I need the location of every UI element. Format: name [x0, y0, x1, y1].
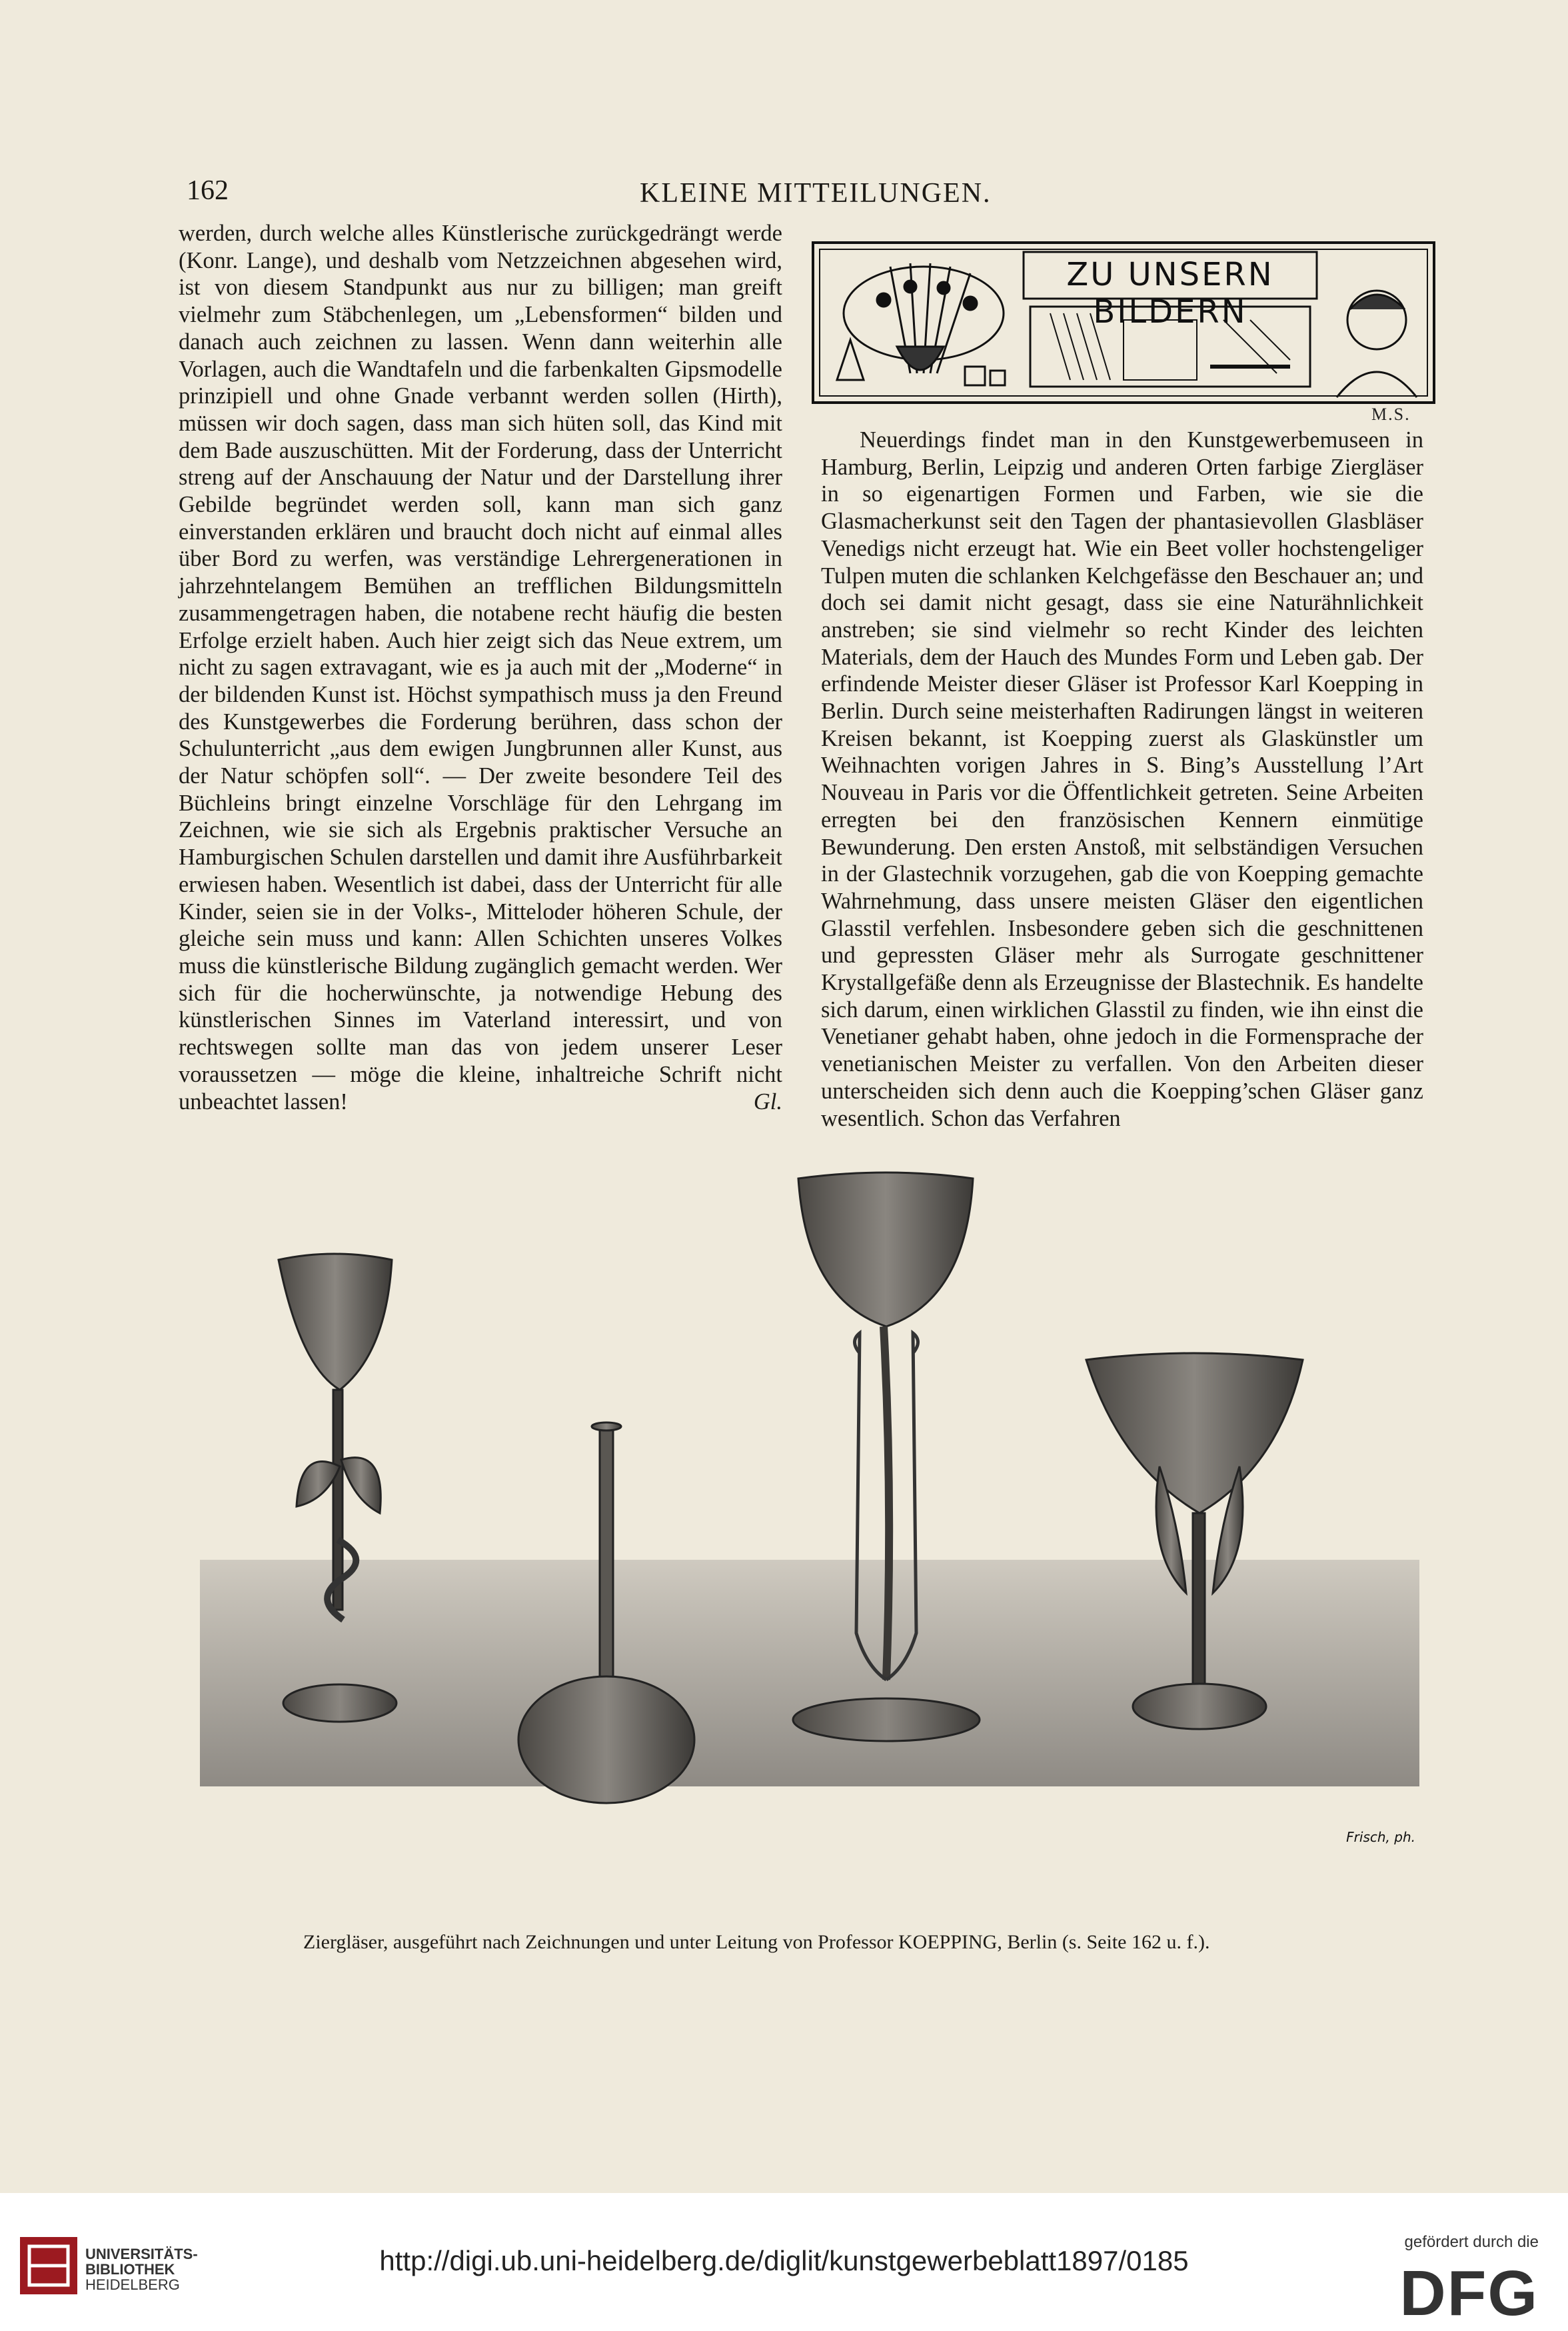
figure-caption: Ziergläser, ausgeführt nach Zeichnungen und unter Leitung von Professor KOEPPING, Berlin (s. Seite 162 u. f.). — [303, 1931, 1210, 1953]
library-name-line-3: HEIDELBERG — [85, 2276, 180, 2293]
photo-credit: Frisch, ph. — [1346, 1829, 1415, 1845]
page-number: 162 — [187, 175, 229, 206]
section-banner — [810, 240, 1437, 405]
glasses-illustration — [200, 1166, 1419, 1906]
banner-signature: M.S. — [1371, 405, 1411, 424]
portrait-icon — [1337, 291, 1417, 397]
left-column-text — [179, 220, 782, 1115]
author-signature-gl: Gl. — [753, 1089, 782, 1115]
dfg-logo: DFG — [1399, 2258, 1539, 2329]
right-column-text: Neuerdings findet man in den Kunstgewerbemuseen in Hamburg, Berlin, Leipzig und anderen Orten farbige Ziergläser in so eigenartigen Formen und Farben, wie sie die Glasmacherkunst seit den Tagen der phantasievollen Glasbläser Venedigs nicht erzeugt hat. Wie ein Beet voller hochstengeliger Tulpen muten die schlanken Kelchgefässe den Beschauer an; und doch sei damit nicht gesagt, dass sie eine Naturähnlichkeit anstreben; sie sind vielmehr so recht Kinder des leichten Materials, dem der Hauch des Mundes Form und Leben gab. Der erfindende Meister dieser Gläser ist Professor Karl Koepping in Berlin. Durch seine meisterhaften Radirungen längst in weiteren Kreisen bekannt, ist Koepping zuerst als Glaskünstler um Weihnachten vorigen Jahres in S. Bing’s Ausstellung l’Art Nouveau in Paris vor die Öffentlichkeit getreten. Seine Arbeiten erregten bei den französischen Kennern einmütige Bewunderung. Den ersten Anstoß, mit selbständigen Versuchen in der Glastechnik vorzugehen, gab die von Koepping gemachte Wahrnehmung, dass unsere meisten Gläser den eigentlichen Glasstil verfehlen. Insbesondere geben sich die geschnittenen und gepressten Gläser mehr als Surrogate geschnittener Krystallgefäße denn als Erzeugnisse der Blastechnik. Es handelte sich darum, einen wirklichen Glasstil zu finden, wie ihn einst die Venetianer gehabt haben, ohne jedoch in die Formensprache der venetianischen Meister zu verfallen. Von den Arbeiten dieser unterscheiden sich denn auch die Koepping’schen Gläser ganz wesentlich. Schon das Verfahren — [821, 427, 1423, 1131]
running-title: KLEINE MITTEILUNGEN. — [640, 178, 992, 209]
library-name-line-2: BIBLIOTHEK — [85, 2261, 175, 2278]
permalink-url[interactable]: http://digi.ub.uni-heidelberg.de/diglit/kunstgewerbeblatt1897/0185 — [379, 2245, 1189, 2276]
sponsor-text: gefördert durch die — [1404, 2233, 1539, 2251]
glasses-photograph — [200, 1166, 1419, 1906]
digitization-footer — [0, 2193, 1568, 2331]
left-column-body: werden, durch welche alles Künstlerische zurückgedrängt werde (Konr. Lange), und deshalb vom Netzzeichnen abgesehen wird, ist von diesem Standpunkt aus nur zu billigen; man greift vielmehr zum Stäbchenlegen, um „Lebensformen“ bilden und danach auch zeichnen zu lassen. Wenn dann weiterhin alle Vorlagen, auch die Wandtafeln und die farbenkalten Gipsmodelle prinzipiell und ohne Gnade verbannt werden sollen (Hirth), müssen wir doch sagen, dass man sich hüten soll, das Kind mit dem Bade auszuschütten. Mit der Forderung, dass der Unterricht streng auf der Anschauung der Natur und der Darstellung ihrer Gebilde begründet werden soll, kann man sich ganz einverstanden erklären und braucht doch nicht auf einmal alles über Bord zu werfen, was verständige Lehrergenerationen in jahrzehntelangem Bemühen an trefflichen Bildungsmitteln zusammengetragen haben, die notabene recht häufig die besten Erfolge erzielt haben. Auch hier zeigt sich das Neue extrem, um nicht zu sagen extravagant, wie es ja auch mit der „Moderne“ in der bildenden Kunst ist. Höchst sympathisch muss ja den Freund des Kunstgewerbes die Forderung berühren, dass schon der Schulunterricht „aus dem ewigen Jungbrunnen aller Kunst, aus der Natur schöpfen soll“. — Der zweite besondere Teil des Büchleins bringt einzelne Vorschläge für den Lehrgang im Zeichnen, wie sie sich als Ergebnis praktischer Versuche an Hamburgischen Schulen darstellen und damit ihre Ausführbarkeit erwiesen haben. Wesentlich ist dabei, dass der Unterricht für alle Kinder, seien sie in der Volks-, Mitteloder höheren Schule, der gleiche sein muss und kann: Allen Schichten unseres Volkes muss die künstlerische Bildung zugänglich gemacht werden. Wer sich für die hocherwünschte, ja notwendige Hebung des künstlerischen Sinnes im Vaterland interessirt, und von rechtswegen sollte man das von jedem unserer Leser voraussetzen — möge die kleine, inhaltreiche Schrift nicht unbeachtet lassen! — [179, 221, 782, 1115]
palette-brushes-icon — [837, 263, 1005, 385]
left-column — [179, 220, 782, 1115]
banner-title: ZU UNSERN BILDERN — [1066, 256, 1274, 331]
library-name-line-1: UNIVERSITÄTS- — [85, 2246, 198, 2262]
right-column — [821, 427, 1423, 1132]
